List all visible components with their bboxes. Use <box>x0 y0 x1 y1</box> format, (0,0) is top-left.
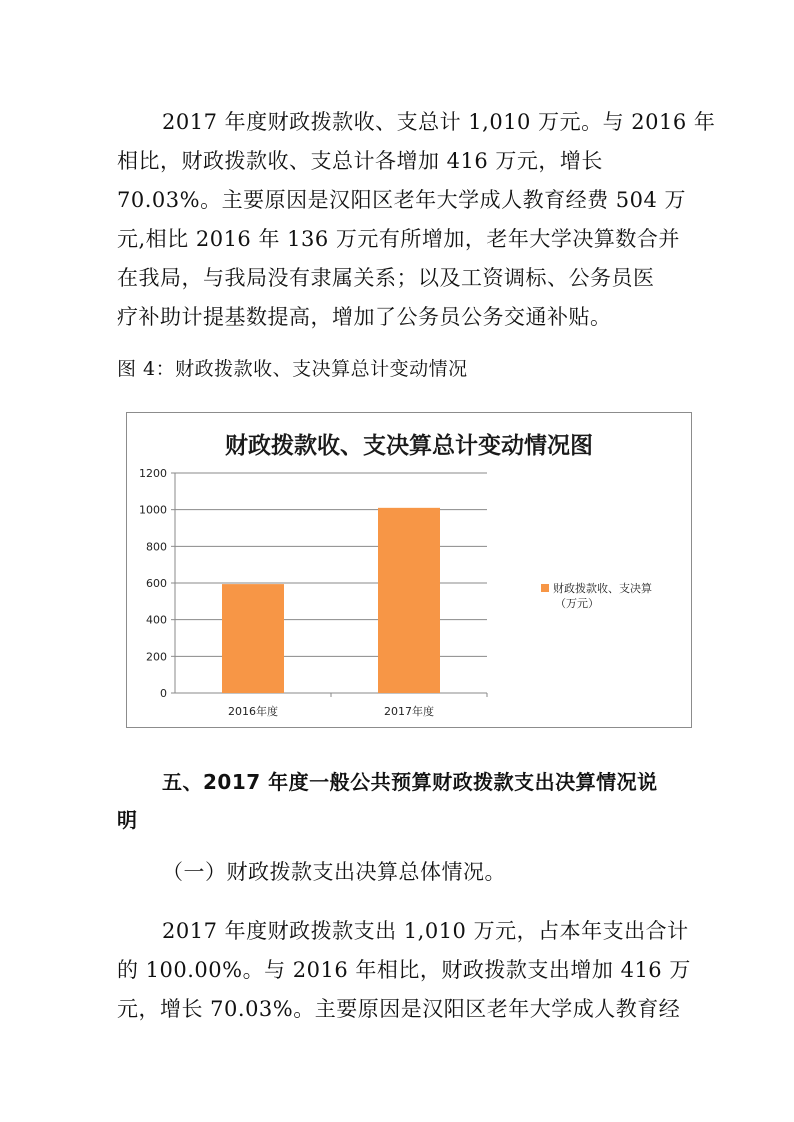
chart-title: 财政拨款收、支决算总计变动情况图 <box>225 433 593 459</box>
section-5-heading-line-2: 明 <box>117 808 138 832</box>
legend-swatch <box>541 584 549 592</box>
y-tick-label: 1200 <box>139 467 167 480</box>
legend-series-unit: （万元） <box>555 597 599 610</box>
y-tick-label: 1000 <box>139 503 167 517</box>
bar <box>222 584 284 693</box>
paragraph-1-line-4: 元,相比 2016 年 136 万元有所增加，老年大学决算数合并 <box>117 227 680 251</box>
paragraph-1-line-5: 在我局，与我局没有隶属关系；以及工资调标、公务员医 <box>117 266 655 290</box>
section-5-heading-line-1: 五、2017 年度一般公共预算财政拨款支出决算情况说 <box>162 770 658 794</box>
section-5-line-2: 的 100.00%。与 2016 年相比，财政拨款支出增加 416 万 <box>117 958 691 982</box>
y-tick-label: 0 <box>160 687 167 700</box>
paragraph-1-line-3: 70.03%。主要原因是汉阳区老年大学成人教育经费 504 万 <box>117 188 687 212</box>
bar-chart <box>127 413 691 727</box>
paragraph-1-line-1: 2017 年度财政拨款收、支总计 1,010 万元。与 2016 年 <box>162 110 716 134</box>
chart-frame <box>126 412 692 728</box>
legend-series-name: 财政拨款收、支决算 <box>553 582 652 595</box>
y-tick-label: 400 <box>146 613 167 627</box>
paragraph-1-line-2: 相比，财政拨款收、支总计各增加 416 万元，增长 <box>117 149 603 173</box>
bar <box>378 508 440 693</box>
y-tick-label: 200 <box>146 650 167 664</box>
paragraph-1-line-6: 疗补助计提基数提高，增加了公务员公务交通补贴。 <box>117 305 612 329</box>
chart-legend <box>541 581 681 611</box>
section-5-line-1: 2017 年度财政拨款支出 1,010 万元，占本年支出合计 <box>162 919 689 943</box>
y-tick-label: 800 <box>146 540 167 554</box>
x-tick-label: 2017年度 <box>384 705 434 718</box>
section-5-line-3: 元，增长 70.03%。主要原因是汉阳区老年大学成人教育经 <box>117 997 681 1021</box>
y-tick-label: 600 <box>146 577 167 590</box>
x-tick-label: 2016年度 <box>228 705 278 718</box>
section-5-subheading: （一）财政拨款支出决算总体情况。 <box>162 860 506 884</box>
figure-caption: 图 4：财政拨款收、支决算总计变动情况 <box>117 358 468 380</box>
legend-entry <box>541 581 681 596</box>
